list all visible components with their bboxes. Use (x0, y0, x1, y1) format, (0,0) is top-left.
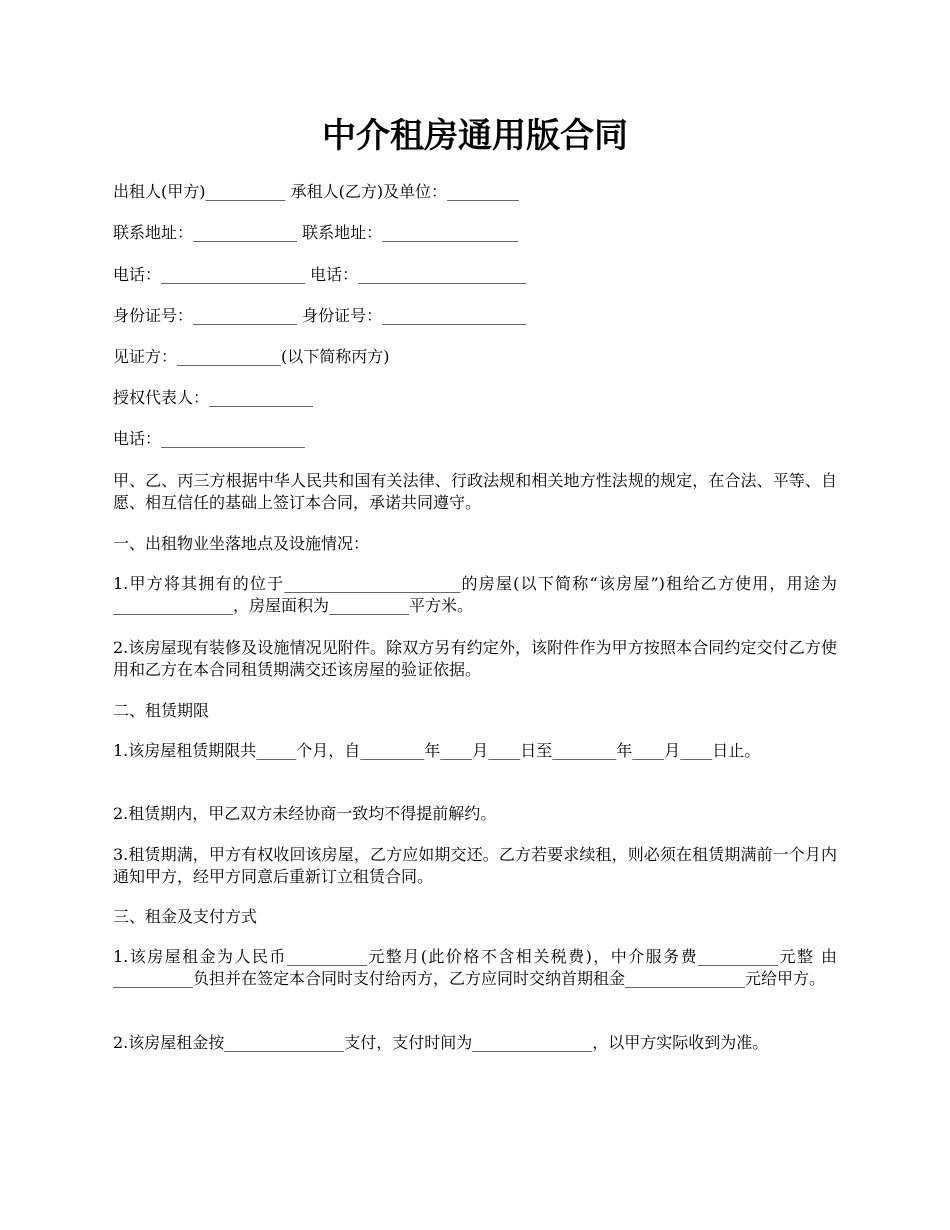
id-number-line: 身份证号：_____________ 身份证号：__________________ (113, 306, 527, 325)
address-line: 联系地址：_____________ 联系地址：_________________ (113, 223, 519, 242)
clause-1-2: 2.该房屋现有装修及设施情况见附件。除双方另有约定外，该附件作为甲方按照本合同约定交付乙方使用和乙方在本合同租赁期满交还该房屋的验证依据。 (113, 638, 837, 679)
landlord-tenant-line: 出租人(甲方)__________ 承租人(乙方)及单位：_________ (113, 182, 520, 201)
clause-2-3: 3.租赁期满，甲方有权收回该房屋，乙方应如期交还。乙方若要求续租，则必须在租赁期满前一个月内通知甲方，经甲方同意后重新订立租赁合同。 (113, 845, 837, 886)
clause-3-1: 1.该房屋租金为人民币__________元整月(此价格不含相关税费)，中介服务费__________元整 由__________负担并在签定本合同时支付给丙方，乙方应同时交纳首期租金_______________元给甲方。 (113, 947, 837, 988)
witness-phone-line: 电话：__________________ (113, 429, 306, 448)
section-heading-3: 三、租金及支付方式 (113, 907, 258, 926)
clause-2-1: 1.该房屋租赁期限共_____个月，自________年____月____日至________年____月____日止。 (113, 741, 761, 760)
clause-2-2: 2.租赁期内，甲乙双方未经协商一致均不得提前解约。 (113, 804, 497, 823)
clause-3-2: 2.该房屋租金按_______________支付，支付时间为_______________，以甲方实际收到为准。 (113, 1033, 769, 1052)
witness-line: 见证方：_____________(以下简称丙方) (113, 347, 390, 366)
phone-line: 电话：__________________ 电话：_____________________ (113, 265, 527, 284)
preamble-paragraph: 甲、乙、丙三方根据中华人民共和国有关法律、行政法规和相关地方性法规的规定，在合法、平等、自愿、相互信任的基础上签订本合同，承诺共同遵守。 (113, 471, 837, 512)
section-heading-2: 二、租赁期限 (113, 701, 210, 720)
clause-1-1: 1.甲方将其拥有的位于______________________的房屋(以下简称“该房屋”)租给乙方使用，用途为_______________，房屋面积为__________平方米。 (113, 574, 837, 615)
section-heading-1: 一、出租物业坐落地点及设施情况： (113, 534, 370, 553)
authorized-rep-line: 授权代表人：_____________ (113, 388, 314, 407)
page-title: 中介租房通用版合同 (322, 116, 628, 156)
